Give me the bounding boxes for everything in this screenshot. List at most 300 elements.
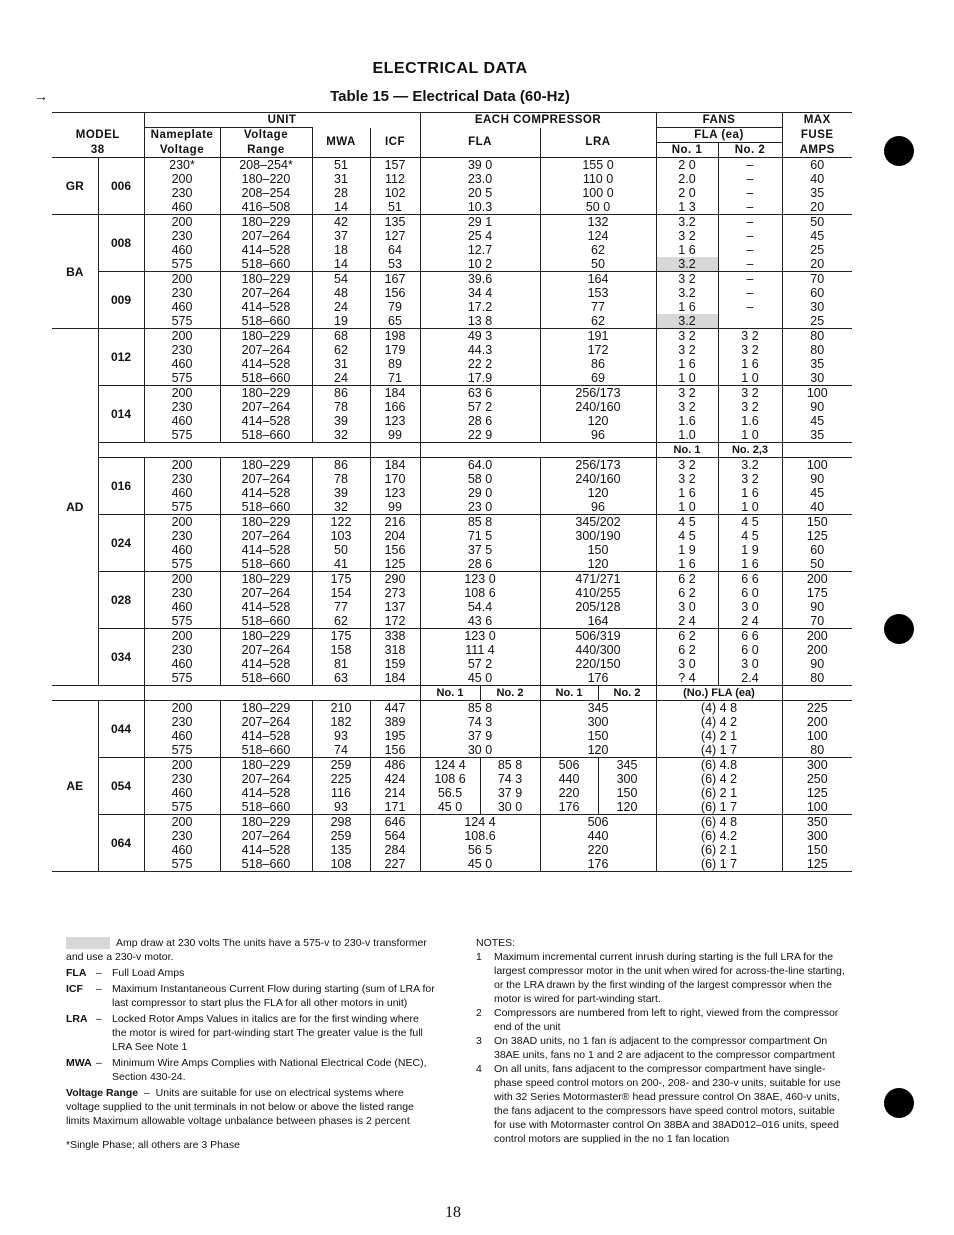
icf-value: 170 [370, 472, 420, 486]
voltage-range: 414–528 [220, 786, 312, 800]
fan-no1-fla: 1 6 [656, 243, 718, 257]
fan-no2-fla: 1 0 [718, 371, 782, 386]
max-fuse-amps: 35 [782, 428, 852, 443]
lra-value: 155 0 [540, 158, 656, 173]
fan-no2-fla: – [718, 229, 782, 243]
spacer-cell [98, 443, 370, 458]
max-fuse-amps: 125 [782, 857, 852, 872]
table-row [52, 257, 852, 272]
fan-no1-fla: 6 2 [656, 572, 718, 587]
table-row [52, 529, 852, 543]
icf-value: 123 [370, 486, 420, 500]
table-row [52, 458, 852, 473]
nameplate-voltage: 200 [144, 629, 220, 644]
voltage-range: 180–220 [220, 172, 312, 186]
max-fuse-amps: 35 [782, 357, 852, 371]
fan-no1-fla: 3 2 [656, 329, 718, 344]
nameplate-voltage: 460 [144, 729, 220, 743]
fans-no-fla-header: (No.) FLA (ea) [656, 686, 782, 701]
voltage-range: 180–229 [220, 272, 312, 287]
table-title: Table 15 — Electrical Data (60-Hz) [330, 88, 570, 105]
lra-value: 220 [540, 843, 656, 857]
icf-value: 284 [370, 843, 420, 857]
max-fuse-amps: 100 [782, 386, 852, 401]
fla-no2: 85 8 [480, 758, 540, 773]
icf-value: 51 [370, 200, 420, 215]
mwa-value: 42 [312, 215, 370, 230]
icf-value: 198 [370, 329, 420, 344]
mwa-value: 93 [312, 800, 370, 815]
voltage-range: 207–264 [220, 643, 312, 657]
legend-shade-text: Amp draw at 230 volts The units have a 575-v to 230-v transformer and use a 230-v motor. [66, 937, 427, 963]
icf-value: 125 [370, 557, 420, 572]
fla-value: 85 8 [420, 701, 540, 716]
table-row [52, 857, 852, 872]
mwa-value: 77 [312, 600, 370, 614]
fan-no1-fla: 1 6 [656, 300, 718, 314]
fan-no2-fla: 6 6 [718, 572, 782, 587]
icf-value: 184 [370, 671, 420, 686]
fan-no2-fla: 1 0 [718, 500, 782, 515]
lra-value: 50 [540, 257, 656, 272]
fla-value: 49 3 [420, 329, 540, 344]
icf-value: 214 [370, 786, 420, 800]
voltage-range: 414–528 [220, 843, 312, 857]
voltage-range: 416–508 [220, 200, 312, 215]
nameplate-voltage: 230* [144, 158, 220, 173]
mwa-value: 259 [312, 758, 370, 773]
legend-row [66, 966, 436, 980]
table-row [52, 543, 852, 557]
note-text: Compressors are numbered from left to right, viewed from the compressor end of the unit [494, 1007, 839, 1033]
fla-no1: 108 6 [420, 772, 480, 786]
lra-value: 100 0 [540, 186, 656, 200]
legend-row [66, 1056, 436, 1084]
max-fuse-amps: 45 [782, 486, 852, 500]
fan-no2-fla: 1 6 [718, 357, 782, 371]
lra-value: 240/160 [540, 400, 656, 414]
voltage-range: 208–254* [220, 158, 312, 173]
nameplate-voltage: 230 [144, 343, 220, 357]
lra-value: 77 [540, 300, 656, 314]
model-label: 054 [98, 758, 144, 815]
mwa-value: 116 [312, 786, 370, 800]
note-number: 1 [476, 951, 482, 963]
mwa-value: 41 [312, 557, 370, 572]
nameplate-voltage: 200 [144, 572, 220, 587]
shade-swatch [66, 937, 110, 949]
max-fuse-amps: 250 [782, 772, 852, 786]
icf-value: 135 [370, 215, 420, 230]
table-row [52, 758, 852, 773]
lra-no1: 440 [540, 772, 598, 786]
note-item [476, 1034, 846, 1062]
table-row [52, 786, 852, 800]
icf-value: 112 [370, 172, 420, 186]
lra-value: 440 [540, 829, 656, 843]
fan-no2-fla [718, 314, 782, 329]
mwa-value: 31 [312, 172, 370, 186]
fan-no1-fla: 3 2 [656, 272, 718, 287]
model-label: 014 [98, 386, 144, 443]
fla-value: 17.2 [420, 300, 540, 314]
lra-value: 132 [540, 215, 656, 230]
icf-value: 53 [370, 257, 420, 272]
nameplate-voltage: 230 [144, 186, 220, 200]
fan-no2-fla: – [718, 286, 782, 300]
icf-value: 123 [370, 414, 420, 428]
model-number-header: 38 [90, 143, 105, 156]
max-fuse-amps: 150 [782, 515, 852, 530]
nameplate-voltage: 460 [144, 657, 220, 671]
table-row [52, 272, 852, 287]
fan-no2-fla: 6 6 [718, 629, 782, 644]
fla-value: 123 0 [420, 572, 540, 587]
lra-value: 69 [540, 371, 656, 386]
model-label: 008 [98, 215, 144, 272]
fla-value: 58 0 [420, 472, 540, 486]
lra-value: 256/173 [540, 386, 656, 401]
lra-value: 110 0 [540, 172, 656, 186]
fla-value: 23 0 [420, 500, 540, 515]
lra-no2: 120 [598, 800, 656, 815]
fan-no1-fla: 3 2 [656, 229, 718, 243]
icf-header: ICF [370, 128, 420, 158]
table-row [52, 515, 852, 530]
table-row [52, 357, 852, 371]
lra-no1: 506 [540, 758, 598, 773]
fla-value: 74 3 [420, 715, 540, 729]
table-row [52, 701, 852, 716]
fans-fla: (4) 4 8 [656, 701, 782, 716]
fla-value: 28 6 [420, 414, 540, 428]
voltage-range: 518–660 [220, 857, 312, 872]
fan-no1-fla: 6 2 [656, 586, 718, 600]
fla-no1: 124 4 [420, 758, 480, 773]
fan-no1-fla: 2 0 [656, 158, 718, 173]
table-row [52, 286, 852, 300]
fla-value: 29 0 [420, 486, 540, 500]
lra-value: 506 [540, 815, 656, 830]
nameplate-voltage: 575 [144, 257, 220, 272]
max-fuse-amps: 50 [782, 215, 852, 230]
legend-voltage-range: Voltage Range – Units are suitable for use on electrical systems where voltage supplied to the unit terminals in not below or above the listed range limits Maximum allowable voltage unbalance between phases is 2 percent [66, 1087, 414, 1127]
mwa-value: 24 [312, 371, 370, 386]
lra-value: 50 0 [540, 200, 656, 215]
voltage-range: 207–264 [220, 715, 312, 729]
fla-value: 123 0 [420, 629, 540, 644]
icf-value: 156 [370, 743, 420, 758]
fan-no2-fla: 3 2 [718, 343, 782, 357]
fan-no2-fla: 3 2 [718, 386, 782, 401]
max-fuse-amps: 60 [782, 286, 852, 300]
fla-value: 57 2 [420, 657, 540, 671]
fla-value: 30 0 [420, 743, 540, 758]
fan-no2-fla: 1 0 [718, 428, 782, 443]
mwa-value: 86 [312, 386, 370, 401]
model-header: MODEL [75, 129, 120, 141]
fla-value: 108.6 [420, 829, 540, 843]
lra-no1: 220 [540, 786, 598, 800]
lra-value: 220/150 [540, 657, 656, 671]
model-label: 006 [98, 158, 144, 215]
fan-no2-fla: 6 0 [718, 643, 782, 657]
table-row [52, 557, 852, 572]
nameplate-voltage: 200 [144, 458, 220, 473]
icf-value: 156 [370, 543, 420, 557]
mwa-value: 103 [312, 529, 370, 543]
lra-value: 300 [540, 715, 656, 729]
fan-no2-fla: – [718, 257, 782, 272]
voltage-range: 518–660 [220, 428, 312, 443]
legend [66, 936, 436, 1154]
voltage-range: 414–528 [220, 486, 312, 500]
mwa-value: 18 [312, 243, 370, 257]
voltage-range: 180–229 [220, 701, 312, 716]
fla-value: 85 8 [420, 515, 540, 530]
voltage-range: 518–660 [220, 614, 312, 629]
table-row [52, 586, 852, 600]
mwa-header: MWA [312, 128, 370, 158]
mwa-value: 31 [312, 357, 370, 371]
lra-value: 345 [540, 701, 656, 716]
mwa-value: 182 [312, 715, 370, 729]
voltage-range: 207–264 [220, 829, 312, 843]
fans-fla: (6) 2 1 [656, 786, 782, 800]
lra-value: 96 [540, 428, 656, 443]
max-fuse-amps: 80 [782, 671, 852, 686]
icf-value: 64 [370, 243, 420, 257]
fan-no1-fla: 1 6 [656, 357, 718, 371]
table-row [52, 200, 852, 215]
fla-value: 22 2 [420, 357, 540, 371]
mwa-value: 37 [312, 229, 370, 243]
fla-value: 39 0 [420, 158, 540, 173]
fla-value: 57 2 [420, 400, 540, 414]
lra-value: 164 [540, 614, 656, 629]
table-row [52, 158, 852, 173]
table-row [52, 486, 852, 500]
max-fuse-amps: 225 [782, 701, 852, 716]
table-row [52, 772, 852, 786]
lra-value: 124 [540, 229, 656, 243]
legend-key: MWA [66, 1057, 92, 1069]
fan-no2-fla: 2.4 [718, 671, 782, 686]
fan-no1-fla: 3 2 [656, 400, 718, 414]
icf-value: 564 [370, 829, 420, 843]
max-fuse-amps: 200 [782, 629, 852, 644]
legend-single-phase: *Single Phase; all others are 3 Phase [66, 1139, 240, 1151]
max-fuse-amps: 45 [782, 229, 852, 243]
table-row [52, 829, 852, 843]
voltage-header: Voltage [220, 128, 312, 143]
fan-no1-fla: 3 2 [656, 343, 718, 357]
nameplate-voltage: 460 [144, 600, 220, 614]
mwa-value: 175 [312, 572, 370, 587]
voltage-range: 414–528 [220, 657, 312, 671]
fan-no2-fla: 6 0 [718, 586, 782, 600]
fla-value: 43 6 [420, 614, 540, 629]
fla-value: 17.9 [420, 371, 540, 386]
icf-value: 167 [370, 272, 420, 287]
mwa-value: 28 [312, 186, 370, 200]
fan-no1-fla: 6 2 [656, 629, 718, 644]
icf-value: 195 [370, 729, 420, 743]
max-fuse-amps: 45 [782, 414, 852, 428]
fan-no1-fla: 1.0 [656, 428, 718, 443]
legend-key: ICF [66, 983, 83, 995]
mwa-value: 48 [312, 286, 370, 300]
fan-no1-fla: 1 6 [656, 486, 718, 500]
voltage-range: 207–264 [220, 772, 312, 786]
notes [476, 936, 846, 1146]
fla-value: 54.4 [420, 600, 540, 614]
note-item [476, 1062, 846, 1146]
icf-value: 166 [370, 400, 420, 414]
legend-dash: – [96, 1013, 102, 1025]
nameplate-voltage: 575 [144, 371, 220, 386]
fan-no2-fla: – [718, 215, 782, 230]
max-fuse-amps: 300 [782, 829, 852, 843]
mwa-value: 32 [312, 500, 370, 515]
nameplate-voltage: 230 [144, 586, 220, 600]
table-row [52, 629, 852, 644]
table-row [52, 500, 852, 515]
fan-no2-fla: 1 6 [718, 557, 782, 572]
lra-no2: 345 [598, 758, 656, 773]
nameplate-voltage: 230 [144, 772, 220, 786]
lra-header: LRA [540, 128, 656, 158]
nameplate-voltage: 575 [144, 314, 220, 329]
note-text: On all units, fans adjacent to the compressor compartment have single-phase speed control motors on 200-, 208- and 230-v units, suitable for use with 32 Series Motormaster® head pressure control On 38AE, 460-v units, the fans adjacent to the compressors have speed control motors, suitable for use with Motormaster control On 38BA and 38AD012–016 units, speed control motors are supplied in the no 1 fan location [494, 1063, 841, 1145]
max-fuse-amps: 125 [782, 786, 852, 800]
legend-text: Locked Rotor Amps Values in italics are for the first winding where the motor is wired for part-winding start The greater value is the full LRA See Note 1 [112, 1013, 423, 1053]
max-fuse-amps: 35 [782, 186, 852, 200]
nameplate-voltage: 575 [144, 800, 220, 815]
fans-fla: (4) 1 7 [656, 743, 782, 758]
nameplate-voltage: 200 [144, 701, 220, 716]
max-fuse-amps: 30 [782, 300, 852, 314]
nameplate-voltage: 230 [144, 400, 220, 414]
icf-value: 338 [370, 629, 420, 644]
nameplate-voltage: 200 [144, 215, 220, 230]
voltage-range: 414–528 [220, 600, 312, 614]
fan-no1-fla: 3 2 [656, 386, 718, 401]
fan-no1-fla: ? 4 [656, 671, 718, 686]
voltage-range: 207–264 [220, 343, 312, 357]
nameplate-voltage: 460 [144, 243, 220, 257]
fan-subheader-row [52, 443, 852, 458]
max-fuse-amps: 20 [782, 200, 852, 215]
mwa-value: 154 [312, 586, 370, 600]
icf-value: 159 [370, 657, 420, 671]
icf-value: 65 [370, 314, 420, 329]
nameplate-voltage: 460 [144, 843, 220, 857]
max-fuse-amps: 90 [782, 400, 852, 414]
icf-value: 79 [370, 300, 420, 314]
nameplate-voltage: 230 [144, 229, 220, 243]
max-fuse-amps: 100 [782, 800, 852, 815]
lra-value: 410/255 [540, 586, 656, 600]
fan-no2-fla: – [718, 243, 782, 257]
max-fuse-amps: 90 [782, 657, 852, 671]
fla-value: 29 1 [420, 215, 540, 230]
icf-value: 102 [370, 186, 420, 200]
fan-no1-fla: 1 0 [656, 371, 718, 386]
table-row [52, 229, 852, 243]
table-row [52, 614, 852, 629]
voltage-range: 518–660 [220, 800, 312, 815]
lra-value: 164 [540, 272, 656, 287]
voltage-range: 518–660 [220, 257, 312, 272]
icf-value: 447 [370, 701, 420, 716]
max-fuse-amps: 100 [782, 458, 852, 473]
fan-no2-fla: 1 6 [718, 486, 782, 500]
nameplate-voltage: 575 [144, 614, 220, 629]
fla-value: 23.0 [420, 172, 540, 186]
nameplate-voltage: 575 [144, 557, 220, 572]
fla-no2: 37 9 [480, 786, 540, 800]
mwa-value: 32 [312, 428, 370, 443]
max-fuse-amps: 80 [782, 343, 852, 357]
lra-no1: 176 [540, 800, 598, 815]
fan-no1-fla: 1 6 [656, 557, 718, 572]
fla-value: 45 0 [420, 857, 540, 872]
fan-no2-fla: – [718, 172, 782, 186]
fla-header: FLA [420, 128, 540, 158]
voltage-range: 180–229 [220, 629, 312, 644]
legend-shade-row [66, 936, 436, 964]
mwa-value: 259 [312, 829, 370, 843]
voltage-range: 414–528 [220, 543, 312, 557]
punch-hole [884, 1088, 914, 1118]
fans-header: FANS [656, 113, 782, 128]
nameplate-header-2: Voltage [144, 143, 220, 158]
nameplate-voltage: 230 [144, 529, 220, 543]
fan-no2-fla: 3 0 [718, 657, 782, 671]
note-item [476, 950, 846, 1006]
lra-no2: 150 [598, 786, 656, 800]
max-fuse-amps: 80 [782, 743, 852, 758]
note-item [476, 1006, 846, 1034]
mwa-value: 54 [312, 272, 370, 287]
table-row [52, 729, 852, 743]
fan-no2-fla: 3 2 [718, 329, 782, 344]
fla-value: 71 5 [420, 529, 540, 543]
spacer-cell [420, 443, 656, 458]
lra-value: 62 [540, 243, 656, 257]
lra-value: 96 [540, 500, 656, 515]
fla-value: 64.0 [420, 458, 540, 473]
fla-value: 124 4 [420, 815, 540, 830]
model-label: 024 [98, 515, 144, 572]
fan-no2-fla: – [718, 272, 782, 287]
nameplate-voltage: 200 [144, 272, 220, 287]
lra-value: 345/202 [540, 515, 656, 530]
mwa-value: 14 [312, 200, 370, 215]
lra-value: 150 [540, 543, 656, 557]
max-fuse-amps: 125 [782, 529, 852, 543]
mwa-value: 78 [312, 400, 370, 414]
icf-value: 71 [370, 371, 420, 386]
max-fuse-amps: 175 [782, 586, 852, 600]
table-row [52, 172, 852, 186]
legend-text: Units are suitable for use on electrical systems where voltage supplied to the unit terminals in not below or above the listed range limits Maximum allowable voltage unbalance between phases is 2 percent [66, 1087, 414, 1127]
electrical-data-table [52, 112, 852, 872]
mwa-value: 81 [312, 657, 370, 671]
max-fuse-amps: 350 [782, 815, 852, 830]
spacer-cell [782, 686, 852, 701]
